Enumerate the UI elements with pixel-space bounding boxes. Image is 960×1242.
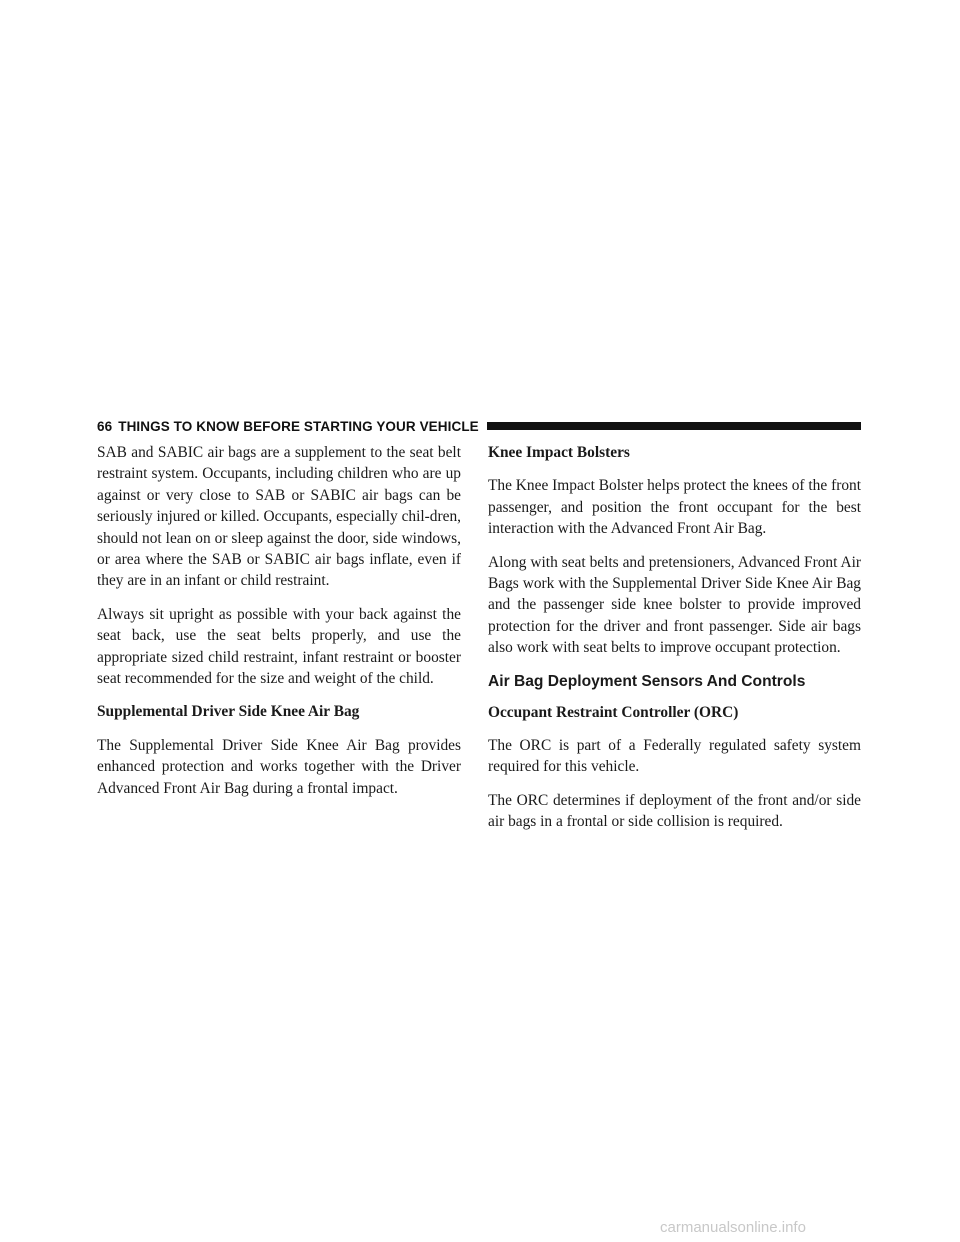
paragraph-sab-supplement: SAB and SABIC air bags are a supplement to the seat belt restraint system. Occupants, including children who are up against or very close to SAB or SABIC air bags can be seriously injured or killed. Occupants, especially chil-dren, should not lean on or sleep against the door, side windows, or area where the SAB or SABIC air bags inflate, even if they are in an infant or child restraint. xyxy=(97,444,461,590)
page-number: 66 xyxy=(97,418,113,434)
paragraph-sit-upright: Always sit upright as possible with your back against the seat back, use the seat belts properly, and use the appropriate sized child restraint, infant restraint or booster seat recommended for the size and weight of the child. xyxy=(97,605,461,688)
paragraph-knee-air-bag: The Supplemental Driver Side Knee Air Bag provides enhanced protection and works together with the Driver Advanced Front Air Bag during a frontal impact. xyxy=(97,736,461,797)
right-column xyxy=(488,442,861,845)
heading-orc: Occupant Restraint Controller (ORC) xyxy=(488,703,739,721)
heading-knee-impact-bolsters: Knee Impact Bolsters xyxy=(488,444,630,461)
heading-knee-air-bag: Supplemental Driver Side Knee Air Bag xyxy=(97,703,360,721)
heading-deployment-sensors: Air Bag Deployment Sensors And Controls xyxy=(488,672,806,690)
header-rule xyxy=(487,422,861,430)
paragraph-knee-impact-bolster: The Knee Impact Bolster helps protect the knees of the front passenger, and position the front occupant for the best interaction with the Advanced Front Air Bag. xyxy=(488,477,861,538)
left-column xyxy=(97,442,461,811)
watermark: carmanualsonline.info xyxy=(660,1219,806,1236)
paragraph-orc-determines: The ORC determines if deployment of the front and/or side air bags in a frontal or side collision is required. xyxy=(488,791,861,831)
paragraph-pretensioners: Along with seat belts and pretensioners, Advanced Front Air Bags work with the Supplemental Driver Side Knee Air Bag and the passenger side knee bolster to provide improved protection for the driver and front passenger. Side air bags also work with seat belts to improve occupant protection. xyxy=(488,553,861,657)
paragraph-orc-regulated: The ORC is part of a Federally regulated safety system required for this vehicle. xyxy=(488,737,861,776)
page-header xyxy=(97,416,861,436)
section-title: THINGS TO KNOW BEFORE STARTING YOUR VEHICLE xyxy=(118,418,479,434)
